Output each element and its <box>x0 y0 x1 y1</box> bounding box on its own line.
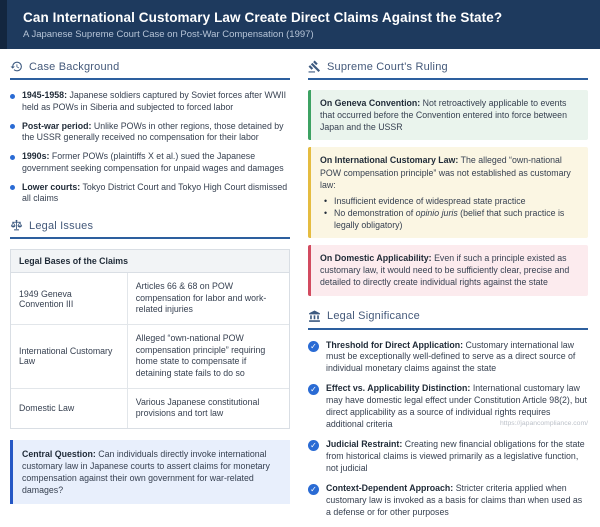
section-legal-issues <box>10 219 290 239</box>
ruling-box-customary-law <box>308 147 588 238</box>
check-icon: ✓ <box>308 440 319 451</box>
section-title: Legal Issues <box>29 219 94 232</box>
item-text: Creating new financial obligations for the state from historical claims is viewed primarily as a legislative function, not judicial <box>326 439 585 474</box>
item-lead: Effect vs. Applicability Distinction: <box>326 383 471 394</box>
sub-list-item: • No demonstration of opinio juris (belief that such practice is legally obligatory) <box>324 207 579 231</box>
list-item <box>10 182 290 206</box>
section-title: Legal Significance <box>327 310 420 322</box>
item-lead: Lower courts: <box>22 181 81 192</box>
list-item <box>308 439 588 475</box>
basis-cell: Domestic Law <box>11 389 128 428</box>
item-text: International customary law may have domestic legal effect under Constitution Article 98(2), but direct applicability as a source of individual rights requires additional criteria <box>326 383 587 430</box>
header <box>0 0 600 49</box>
main-content <box>0 49 600 527</box>
legal-bases-table <box>10 249 290 428</box>
callout-text: Can individuals directly invoke international customary law in Japanese courts to assert claims for monetary compensation against their own government for war-related damages? <box>22 448 270 496</box>
ruling-sub-list <box>324 195 579 231</box>
table-row <box>11 389 289 428</box>
gavel-icon <box>308 60 321 73</box>
ruling-box-domestic-applicability <box>308 245 588 295</box>
page-title: Can International Customary Law Create Direct Claims Against the State? <box>23 9 503 25</box>
box-text: The alleged “own-national POW compensation principle” was not established as customary law: <box>320 155 571 190</box>
section-case-background <box>10 60 290 80</box>
table-row <box>11 273 289 325</box>
box-text: Even if such a principle existed as customary law, it would need to be sufficiently clear, precise and detailed to directly create individual rights against the state <box>320 253 570 288</box>
description-cell: Various Japanese constitutional provisions and tort law <box>135 396 260 419</box>
list-item <box>308 483 588 519</box>
box-lead: On Geneva Convention: <box>320 98 421 108</box>
check-icon: ✓ <box>308 484 319 495</box>
description-cell: Articles 66 & 68 on POW compensation for labor and work-related injuries <box>135 281 267 315</box>
item-lead: 1945-1958: <box>22 90 67 100</box>
table-header: Legal Bases of the Claims <box>11 250 289 273</box>
item-lead: Judicial Restraint: <box>326 439 403 450</box>
bullet-dot <box>10 124 15 129</box>
page-subtitle: A Japanese Supreme Court Case on Post-War Compensation (1997) <box>23 28 314 40</box>
box-text: Not retroactively applicable to events that occurred before the Convention entered into force between Japan and the USSR <box>320 98 567 133</box>
history-icon <box>10 60 23 73</box>
bullet-dot <box>10 185 15 190</box>
item-lead: 1990s: <box>22 151 50 162</box>
description-cell: Alleged “own-national POW compensation principle” requiring home state to compensate if detaining state fails to do so <box>135 333 266 378</box>
item-text: Japanese soldiers captured by Soviet forces after WWII held as POWs in Siberia and subjected to forced labor <box>22 90 287 112</box>
left-column <box>10 60 290 527</box>
callout-lead: Central Question: <box>22 448 96 459</box>
footer-url: https://japancompliance.com/ <box>499 420 588 427</box>
item-lead: Post-war period: <box>22 120 92 131</box>
item-text: Unlike POWs in other regions, those detained by the USSR generally received no compensation for their labor <box>22 120 284 143</box>
check-icon: ✓ <box>308 384 319 395</box>
table-row <box>11 325 289 388</box>
item-text: Tokyo District Court and Tokyo High Court dismissed all claims <box>22 181 288 204</box>
box-lead: On International Customary Law: <box>320 155 459 166</box>
section-legal-significance <box>308 310 588 330</box>
list-item <box>10 90 290 114</box>
sub-list-item: • Insufficient evidence of widespread state practice <box>324 195 579 207</box>
section-title: Supreme Court's Ruling <box>327 60 448 73</box>
basis-cell: International Customary Law <box>11 325 128 387</box>
item-lead: Context-Dependent Approach: <box>326 483 454 494</box>
bank-icon <box>308 310 321 323</box>
box-lead: On Domestic Applicability: <box>320 253 432 264</box>
ruling-box-geneva <box>308 90 588 140</box>
case-background-list <box>10 90 290 205</box>
scales-icon <box>10 219 23 232</box>
list-item <box>10 151 290 175</box>
section-supreme-court-ruling <box>308 60 588 80</box>
list-item <box>308 340 588 376</box>
item-text: Former POWs (plaintiffs X et al.) sued the Japanese government seeking compensation for unpaid wages and damages <box>22 151 284 173</box>
check-icon: ✓ <box>308 341 319 352</box>
bullet-dot <box>10 155 15 160</box>
item-lead: Threshold for Direct Application: <box>326 339 464 350</box>
item-text: Stricter criteria applied when customary law is invoked as a basis for claims than when used as a defense or for other purposes <box>326 483 583 517</box>
basis-cell: 1949 Geneva Convention III <box>11 273 128 324</box>
section-title: Case Background <box>29 60 120 73</box>
item-text: Customary international law must be exceptionally well-defined to serve as a direct source of individual monetary claims against the state <box>326 339 576 374</box>
list-item <box>10 121 290 145</box>
central-question-callout <box>10 440 290 505</box>
legal-significance-list <box>308 340 588 519</box>
right-column <box>308 60 588 527</box>
bullet-dot <box>10 94 15 99</box>
